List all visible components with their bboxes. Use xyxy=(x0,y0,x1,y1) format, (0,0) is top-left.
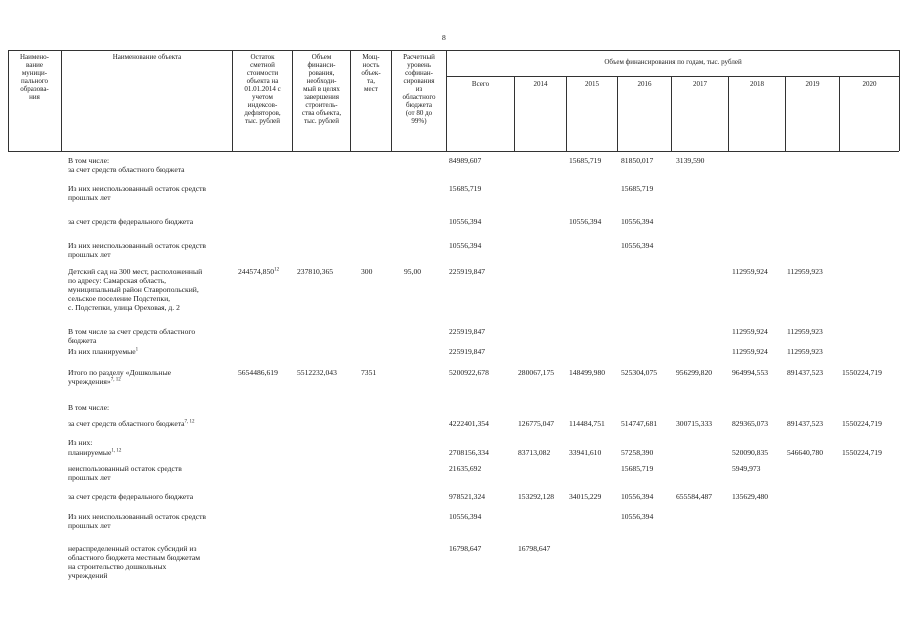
year-value: 525304,075 xyxy=(621,368,658,377)
year-value: 112959,923 xyxy=(787,347,823,356)
total-value: 10556,394 xyxy=(449,241,482,250)
row-label: планируемые$^{1, 12}$ xyxy=(68,448,122,457)
year-value: 112959,923 xyxy=(787,327,823,336)
year-value: 280067,175 xyxy=(518,368,555,377)
total-value: 10556,394 xyxy=(449,217,482,226)
volume-value: 5512232,043 xyxy=(297,368,337,377)
row-label: Детский сад на 300 мест, расположенный по адресу: Самарская область, муниципальный район Ставропольский, сельское поселение Подстепки, с. Подстепки, улица Ореховая, д. 2 xyxy=(68,267,203,312)
year-value: 15685,719 xyxy=(621,464,654,473)
year-value: 114484,751 xyxy=(569,419,605,428)
total-value: 225919,847 xyxy=(449,267,486,276)
year-value: 1550224,719 xyxy=(842,419,882,428)
total-value: 21635,692 xyxy=(449,464,482,473)
footnote-mark: 12 xyxy=(274,267,280,273)
total-value: 4222401,354 xyxy=(449,419,489,428)
year-value: 112959,923 xyxy=(787,267,823,276)
row-label: Из них планируемые$^1$ xyxy=(68,347,139,356)
year-value: 153292,128 xyxy=(518,492,555,501)
header-object-name: Наименование объекта xyxy=(112,53,182,61)
footnote-mark: 1, 12 xyxy=(111,448,122,454)
year-value: 112959,924 xyxy=(732,267,768,276)
footnote-mark: 7, 12 xyxy=(110,377,121,383)
header-total: Всего xyxy=(471,80,490,88)
year-value: 891437,523 xyxy=(787,368,824,377)
total-value: 978521,324 xyxy=(449,492,486,501)
capacity-value: 7351 xyxy=(361,368,377,377)
row-label: за счет средств федерального бюджета xyxy=(68,492,194,501)
total-value: 225919,847 xyxy=(449,347,486,356)
year-value: 83713,082 xyxy=(518,448,551,457)
year-value: 10556,394 xyxy=(621,217,654,226)
year-value: 10556,394 xyxy=(621,492,654,501)
year-value: 10556,394 xyxy=(569,217,602,226)
year-value: 964994,553 xyxy=(732,368,769,377)
row-label: Из них: xyxy=(68,438,93,447)
row-label: за счет средств федерального бюджета xyxy=(68,217,194,226)
col-border xyxy=(61,50,62,151)
year-value: 15685,719 xyxy=(569,156,602,165)
row-label: Из них неиспользованный остаток средств прошлых лет xyxy=(68,512,207,530)
row-label: нераспределенный остаток субсидий из областного бюджета местным бюджетам на строительство дошкольных учреждений xyxy=(68,544,201,580)
col-border xyxy=(899,50,900,151)
year-value: 546640,780 xyxy=(787,448,824,457)
header-year: 2016 xyxy=(637,80,652,88)
total-value: 16798,647 xyxy=(449,544,482,553)
estimate-value: 5654486,619 xyxy=(238,368,278,377)
year-value: 126775,047 xyxy=(518,419,555,428)
year-value: 514747,681 xyxy=(621,419,658,428)
row-label: неиспользованный остаток средств прошлых лет xyxy=(68,464,182,482)
header-year: 2015 xyxy=(585,80,599,88)
header-year: 2014 xyxy=(533,80,548,88)
year-value: 112959,924 xyxy=(732,327,768,336)
year-value: 300715,333 xyxy=(676,419,713,428)
year-value: 956299,820 xyxy=(676,368,713,377)
row-label: Итого по разделу «Дошкольные учреждения»$^{7, 12}$ xyxy=(68,368,172,386)
total-value: 5200922,678 xyxy=(449,368,489,377)
year-value: 1550224,719 xyxy=(842,448,882,457)
header-financing-volume: Объем финанси- рования, необходи- мый в целях завершения строитель- ства объекта, тыс. рублей xyxy=(301,53,342,125)
header-year: 2017 xyxy=(693,80,707,88)
year-value: 16798,647 xyxy=(518,544,551,553)
total-value: 225919,847 xyxy=(449,327,486,336)
footnote-mark: 7, 12 xyxy=(184,419,195,425)
year-value: 15685,719 xyxy=(621,184,654,193)
year-value: 33941,610 xyxy=(569,448,602,457)
row-label: за счет средств областного бюджета$^{7, 12}$ xyxy=(68,419,195,428)
year-value: 81850,017 xyxy=(621,156,654,165)
year-value: 655584,487 xyxy=(676,492,713,501)
year-value: 10556,394 xyxy=(621,512,654,521)
header-cofinancing-level: Расчетный уровень софинан- сирования из областного бюджета (от 80 до 99%) xyxy=(402,53,436,125)
header-year: 2020 xyxy=(862,80,877,88)
row-label: В том числе: за счет средств областного бюджета xyxy=(68,156,185,174)
row-label: Из них неиспользованный остаток средств прошлых лет xyxy=(68,241,207,259)
capacity-value: 300 xyxy=(361,267,373,276)
total-value: 84989,607 xyxy=(449,156,482,165)
header-capacity: Мощ- ность объек- та, мест xyxy=(361,53,381,93)
year-value: 148499,980 xyxy=(569,368,606,377)
total-value: 2708156,334 xyxy=(449,448,489,457)
year-value: 829365,073 xyxy=(732,419,769,428)
header-municipality: Наимено- вание муници- пального образова- ния xyxy=(19,53,50,101)
total-value: 15685,719 xyxy=(449,184,482,193)
year-value: 34015,229 xyxy=(569,492,602,501)
footnote-mark: 1 xyxy=(135,347,139,353)
year-value: 135629,480 xyxy=(732,492,769,501)
year-value: 3139,590 xyxy=(676,156,705,165)
header-estimate-balance: Остаток сметной стоимости объекта на 01.01.2014 с учетом индексов- дефляторов, тыс. рублей xyxy=(244,53,281,125)
volume-value: 237810,365 xyxy=(297,267,334,276)
year-value: 5949,973 xyxy=(732,464,761,473)
row-label: Из них неиспользованный остаток средств прошлых лет xyxy=(68,184,207,202)
level-value: 95,00 xyxy=(404,267,422,276)
header-year: 2018 xyxy=(750,80,764,88)
year-value: 891437,523 xyxy=(787,419,824,428)
total-value: 10556,394 xyxy=(449,512,482,521)
row-label: В том числе за счет средств областного бюджета xyxy=(68,327,196,345)
year-value: 57258,390 xyxy=(621,448,654,457)
year-value: 520090,835 xyxy=(732,448,769,457)
header-year: 2019 xyxy=(805,80,820,88)
header-financing-by-years: Объем финансирования по годам, тыс. рублей xyxy=(604,58,742,66)
estimate-value: 244574,850$^{12}$ xyxy=(238,267,280,276)
table-top-border xyxy=(8,50,899,51)
header-bottom-border xyxy=(8,151,899,152)
year-value: 112959,924 xyxy=(732,347,768,356)
year-value: 10556,394 xyxy=(621,241,654,250)
page-number: 8 xyxy=(442,33,446,42)
row-label: В том числе: xyxy=(68,403,110,412)
year-value: 1550224,719 xyxy=(842,368,882,377)
